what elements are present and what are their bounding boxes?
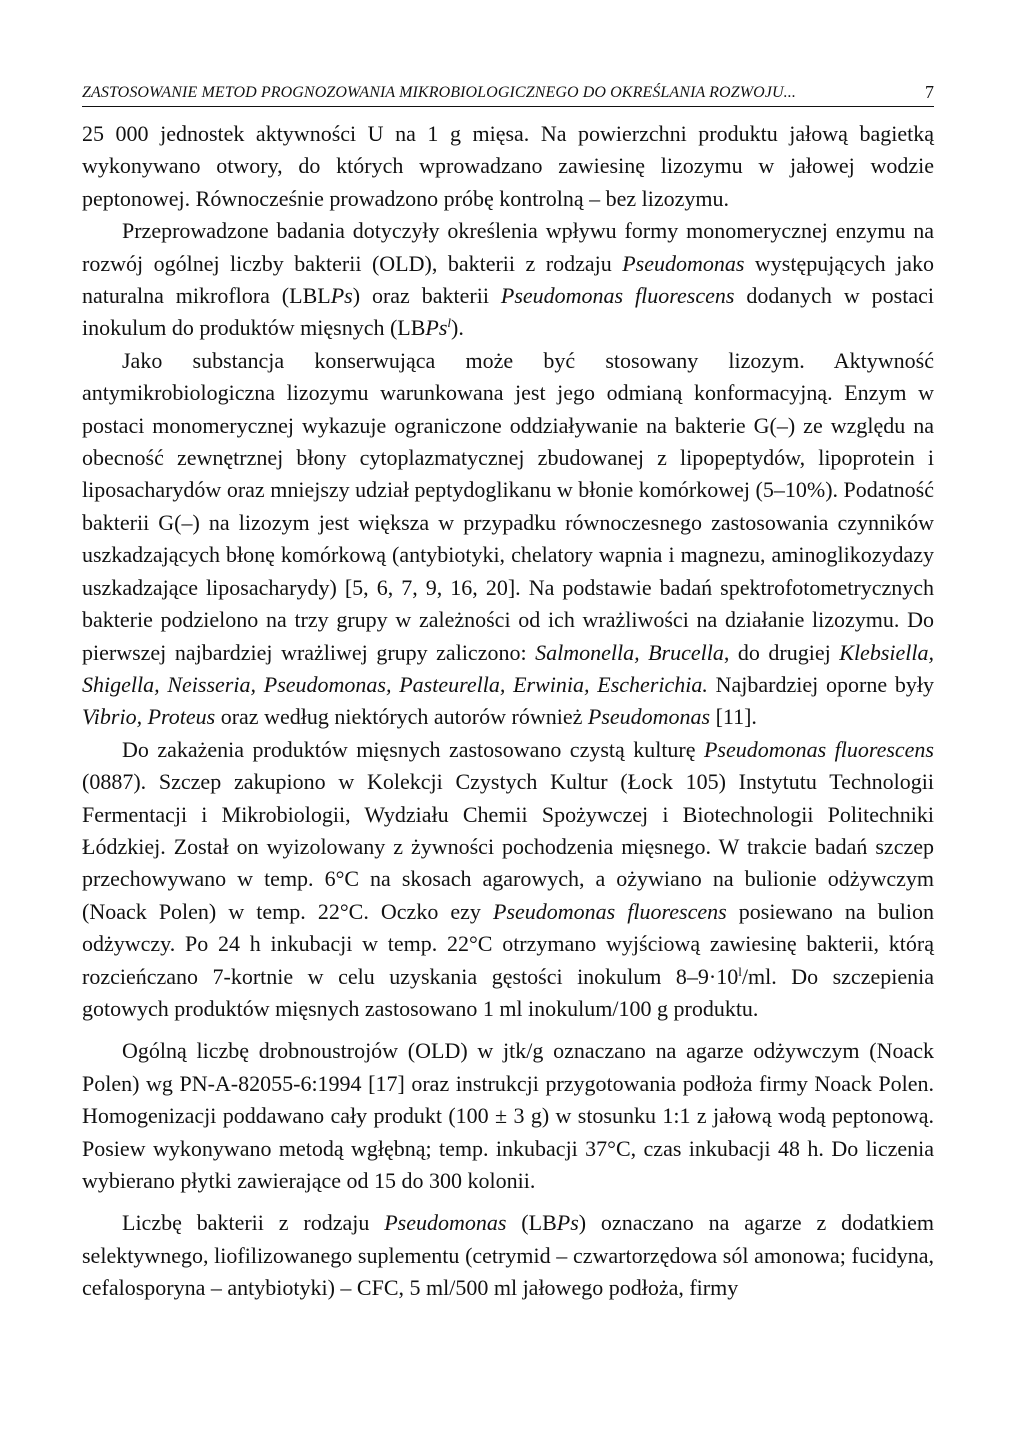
- italic-text-run: Ps: [425, 315, 448, 341]
- italic-text-run: Pseudomonas: [384, 1210, 507, 1236]
- text-run: , do drugiej: [723, 639, 840, 665]
- italic-text-run: Salmonella, Brucella: [535, 639, 724, 665]
- italic-text-run: Pseudomonas fluorescens: [493, 898, 727, 924]
- paragraph-6: [82, 1207, 934, 1304]
- body-text: [82, 118, 934, 1305]
- text-run: oraz według niektórych autorów również: [215, 704, 588, 730]
- text-run: 25 000 jednostek aktywności U na 1 g mięsa. Na powierzchni produktu jałową bagietką wykonywano otwory, do których wprowadzano zawiesinę lizozymu w jałowej wodzie peptonowej. Równocześnie prowadzono próbę kontrolną – bez lizozymu.: [82, 121, 934, 211]
- paragraph-5: [82, 1035, 934, 1197]
- italic-text-run: Vibrio, Proteus: [82, 704, 216, 730]
- superscript-run: l: [447, 315, 452, 331]
- text-run: ).: [451, 315, 464, 341]
- italic-text-run: Ps: [556, 1210, 579, 1236]
- text-run: Najbardziej oporne były: [707, 671, 934, 697]
- text-run: Przeprowadzone badania dotyczyły określenia wpływu formy monomerycznej enzymu na rozwój ogólnej liczby bakterii (OLD), bakterii z rodzaju: [82, 218, 934, 276]
- text-run: ) oznaczano na agarze z dodatkiem selektywnego, liofilizowanego suplementu (cetrymid – czwartorzędowa sól amonowa; fucidyna, cefalosporyna – antybiotyki) – CFC, 5 ml/500 ml jałowego podłoża, firmy: [82, 1210, 934, 1301]
- text-run: dodanych w postaci inokulum do produktów mięsnych (LB: [82, 283, 934, 341]
- paragraph-4: [82, 734, 934, 1026]
- italic-text-run: Klebsiella, Shigella, Neisseria, Pseudomonas, Pasteurella, Erwinia, Escherichia.: [82, 639, 934, 697]
- text-run: (LB: [506, 1210, 557, 1236]
- text-run: występujących jako naturalna mikroflora (LBL: [82, 250, 934, 309]
- paragraph-2: [82, 215, 934, 345]
- running-header: [82, 82, 934, 107]
- text-run: Do zakażenia produktów mięsnych zastosowano czystą kulturę: [122, 736, 704, 762]
- text-run: posiewano na bulion odżywczy. Po 24 h inkubacji w temp. 22°C otrzymano wyjściową zawiesinę bakterii, którą rozcieńczano 7-kortnie w celu uzyskania gęstości inokulum 8–9·10: [82, 898, 934, 989]
- text-run: Jako substancja konserwująca może być stosowany lizozym. Aktywność antymikrobiologiczna lizozymu warunkowana jest jego odmianą konformacyjną. Enzym w postaci monomerycznej wykazuje ograniczone oddziaływanie na bakterie G(–) ze względu na obecność zewnętrznej błony cytoplazmatycznej zbudowanej z lipopeptydów, lipoprotein i liposacharydów oraz mniejszy udział peptydoglikanu w błonie komórkowej (5–10%). Podatność bakterii G(–) na lizozym jest większa w przypadku równoczesnego zastosowania czynników uszkadzających błonę komórkową (antybiotyki, chelatory wapnia i magnezu, aminoglikozydazy uszkadzające liposacharydy) [5, 6, 7, 9, 16, 20]. Na podstawie badań spektrofotometrycznych bakterie podzielono na trzy grupy w zależności od ich wrażliwości na działanie lizozymu. Do pierwszej najbardziej wrażliwej grupy zaliczono:: [82, 347, 934, 665]
- italic-text-run: Ps: [330, 283, 353, 309]
- italic-text-run: Pseudomonas fluorescens: [703, 736, 934, 762]
- paragraph-3: [82, 345, 934, 734]
- text-run: Liczbę bakterii z rodzaju: [122, 1210, 385, 1236]
- page-number: 7: [925, 82, 934, 102]
- italic-text-run: Pseudomonas: [587, 704, 711, 730]
- paragraph-1: [82, 118, 934, 215]
- italic-text-run: Pseudomonas fluorescens: [500, 283, 735, 309]
- text-run: ) oraz bakterii: [352, 283, 501, 309]
- italic-text-run: Pseudomonas: [622, 250, 745, 276]
- text-run: /ml. Do szczepienia gotowych produktów mięsnych zastosowano 1 ml inokulum/100 g produktu.: [82, 963, 934, 1021]
- superscript-run: l: [738, 963, 742, 979]
- text-run: (0887). Szczep zakupiono w Kolekcji Czystych Kultur (Łock 105) Instytutu Technologii Fermentacji i Mikrobiologii, Wydziału Chemii Spożywczej i Biotechnologii Politechniki Łódzkiej. Został on wyizolowany z żywności pochodzenia mięsnego. W trakcie badań szczep przechowywano w temp. 6°C na skosach agarowych, a ożywiano na bulionie odżywczym (Noack Polen) w temp. 22°C. Oczko ezy: [82, 769, 934, 924]
- running-header-title: ZASTOSOWANIE METOD PROGNOZOWANIA MIKROBIOLOGICZNEGO DO OKREŚLANIA ROZWOJU...: [82, 84, 796, 101]
- text-run: Ogólną liczbę drobnoustrojów (OLD) w jtk/g oznaczano na agarze odżywczym (Noack Polen) wg PN-A-82055-6:1994 [17] oraz instrukcji przygotowania podłoża firmy Noack Polen. Homogenizacji poddawano cały produkt (100 ± 3 g) w stosunku 1:1 z jałową wodą peptonową. Posiew wykonywano metodą wgłębną; temp. inkubacji 37°C, czas inkubacji 48 h. Do liczenia wybierano płytki zawierające od 15 do 300 kolonii.: [82, 1038, 934, 1193]
- text-run: [11].: [710, 704, 757, 730]
